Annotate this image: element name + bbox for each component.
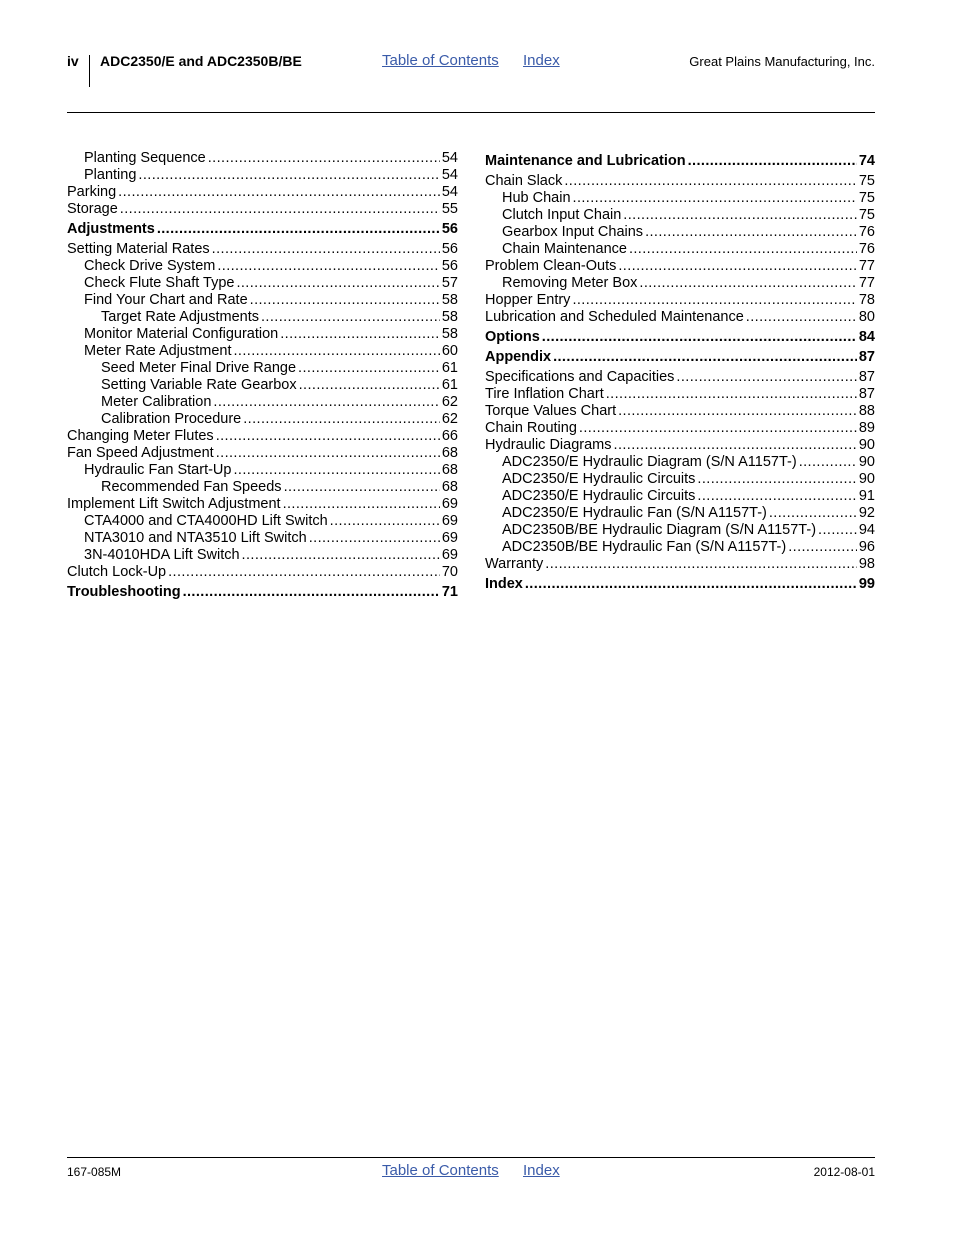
dot-leader: [236, 275, 439, 292]
dot-leader: [212, 241, 440, 258]
header-rule: [67, 112, 875, 113]
toc-entry[interactable]: [67, 360, 458, 377]
toc-entry-title: NTA3010 and NTA3510 Lift Switch: [84, 530, 307, 546]
dot-leader: [606, 386, 857, 403]
dot-leader: [623, 207, 857, 224]
toc-entry-title: Adjustments: [67, 221, 155, 237]
dot-leader: [309, 530, 440, 547]
toc-entry-page: 61: [441, 377, 458, 393]
dot-leader: [233, 462, 439, 479]
dot-leader: [525, 576, 857, 593]
toc-entry-title: Seed Meter Final Drive Range: [101, 360, 297, 376]
toc-entry-title: Changing Meter Flutes: [67, 428, 214, 444]
dot-leader: [618, 258, 857, 275]
toc-entry-page: 69: [441, 530, 458, 546]
toc-entry[interactable]: [67, 275, 458, 292]
toc-entry[interactable]: [485, 556, 875, 573]
dot-leader: [629, 241, 857, 258]
toc-entry-title: Hydraulic Fan Start-Up: [84, 462, 232, 478]
toc-entry-page: 62: [441, 411, 458, 427]
toc-entry[interactable]: [485, 437, 875, 454]
dot-leader: [243, 411, 440, 428]
toc-entry-title: Chain Routing: [485, 420, 577, 436]
toc-entry[interactable]: [67, 496, 458, 513]
toc-entry-title: Calibration Procedure: [101, 411, 242, 427]
toc-entry[interactable]: [485, 576, 875, 593]
toc-entry-title: Options: [485, 329, 540, 345]
dot-leader: [769, 505, 857, 522]
dot-leader: [298, 360, 440, 377]
toc-entry-page: 54: [441, 150, 458, 166]
toc-entry-title: ADC2350/E Hydraulic Circuits: [502, 471, 696, 487]
toc-entry[interactable]: [485, 190, 875, 207]
dot-leader: [746, 309, 857, 326]
toc-entry-page: 90: [858, 437, 875, 453]
toc-entry-title: Tire Inflation Chart: [485, 386, 604, 402]
toc-entry-page: 91: [858, 488, 875, 504]
toc-entry-title: CTA4000 and CTA4000HD Lift Switch: [84, 513, 328, 529]
toc-entry[interactable]: [67, 462, 458, 479]
toc-entry-title: Storage: [67, 201, 118, 217]
toc-entry[interactable]: [67, 445, 458, 462]
dot-leader: [572, 292, 856, 309]
dot-leader: [645, 224, 857, 241]
toc-entry[interactable]: [67, 377, 458, 394]
toc-entry-title: Problem Clean-Outs: [485, 258, 617, 274]
toc-entry[interactable]: [485, 258, 875, 275]
dot-leader: [697, 471, 856, 488]
toc-entry[interactable]: [485, 153, 875, 170]
toc-entry[interactable]: [485, 309, 875, 326]
toc-entry[interactable]: [485, 488, 875, 505]
toc-entry-page: 84: [858, 329, 875, 345]
toc-entry-page: 56: [441, 241, 458, 257]
toc-entry[interactable]: [67, 411, 458, 428]
toc-entry-page: 88: [858, 403, 875, 419]
dot-leader: [330, 513, 440, 530]
toc-entry-page: 54: [441, 167, 458, 183]
dot-leader: [788, 539, 857, 556]
toc-entry-page: 54: [441, 184, 458, 200]
toc-entry-title: Planting Sequence: [84, 150, 206, 166]
toc-entry[interactable]: [67, 479, 458, 496]
toc-entry[interactable]: [67, 428, 458, 445]
toc-entry-page: 90: [858, 454, 875, 470]
dot-leader: [216, 445, 440, 462]
dot-leader: [799, 454, 857, 471]
toc-entry-page: 96: [858, 539, 875, 555]
dot-leader: [688, 153, 857, 170]
toc-entry[interactable]: [485, 420, 875, 437]
toc-entry[interactable]: [67, 547, 458, 564]
toc-entry-page: 57: [441, 275, 458, 291]
toc-entry-title: ADC2350/E Hydraulic Fan (S/N A1157T-): [502, 505, 767, 521]
toc-entry[interactable]: [485, 224, 875, 241]
dot-leader: [250, 292, 440, 309]
footer-index-link[interactable]: Index: [523, 1162, 560, 1179]
toc-entry-title: Hopper Entry: [485, 292, 571, 308]
toc-entry[interactable]: [67, 150, 458, 167]
page-header: [0, 0, 954, 120]
toc-entry-title: Find Your Chart and Rate: [84, 292, 248, 308]
toc-entry[interactable]: [485, 522, 875, 539]
header-divider: [89, 55, 90, 87]
dot-leader: [213, 394, 439, 411]
toc-entry-title: ADC2350B/BE Hydraulic Diagram (S/N A1157T-): [502, 522, 817, 538]
toc-entry[interactable]: [485, 241, 875, 258]
toc-entry[interactable]: [485, 173, 875, 190]
dot-leader: [614, 437, 857, 454]
toc-entry[interactable]: [67, 167, 458, 184]
toc-entry-page: 56: [441, 221, 458, 237]
toc-entry-title: Meter Calibration: [101, 394, 212, 410]
dot-leader: [676, 369, 856, 386]
toc-entry[interactable]: [67, 184, 458, 201]
toc-entry[interactable]: [485, 539, 875, 556]
dot-leader: [818, 522, 857, 539]
toc-entry-title: Setting Material Rates: [67, 241, 210, 257]
toc-entry-title: Hydraulic Diagrams: [485, 437, 612, 453]
footer-rule: [67, 1157, 875, 1158]
toc-entry-title: Troubleshooting: [67, 584, 181, 600]
toc-entry[interactable]: [67, 513, 458, 530]
toc-entry-page: 55: [441, 201, 458, 217]
toc-column-right: [485, 150, 875, 593]
toc-entry-page: 78: [858, 292, 875, 308]
toc-entry-page: 69: [441, 513, 458, 529]
toc-entry[interactable]: [485, 386, 875, 403]
toc-entry[interactable]: [67, 394, 458, 411]
toc-entry-page: 60: [441, 343, 458, 359]
toc-entry[interactable]: [67, 564, 458, 581]
toc-entry-page: 76: [858, 241, 875, 257]
toc-entry[interactable]: [485, 292, 875, 309]
toc-entry-page: 87: [858, 386, 875, 402]
company-name: Great Plains Manufacturing, Inc.: [689, 54, 875, 69]
toc-entry-title: Warranty: [485, 556, 544, 572]
dot-leader: [138, 167, 439, 184]
toc-entry-title: Planting: [84, 167, 137, 183]
toc-entry[interactable]: [67, 326, 458, 343]
toc-entry-title: Maintenance and Lubrication: [485, 153, 686, 169]
toc-entry-page: 61: [441, 360, 458, 376]
toc-entry[interactable]: [67, 292, 458, 309]
toc-entry-title: Hub Chain: [502, 190, 571, 206]
dot-leader: [299, 377, 440, 394]
toc-entry-page: 75: [858, 190, 875, 206]
dot-leader: [183, 584, 440, 601]
toc-entry-page: 77: [858, 275, 875, 291]
toc-entry-page: 68: [441, 479, 458, 495]
toc-entry-title: Removing Meter Box: [502, 275, 638, 291]
toc-entry-page: 56: [441, 258, 458, 274]
toc-entry[interactable]: [67, 343, 458, 360]
toc-entry-page: 71: [441, 584, 458, 600]
toc-entry-title: Recommended Fan Speeds: [101, 479, 282, 495]
header-index-link[interactable]: Index: [523, 52, 560, 69]
dot-leader: [579, 420, 857, 437]
header-toc-link[interactable]: Table of Contents: [382, 52, 499, 69]
toc-entry-title: Setting Variable Rate Gearbox: [101, 377, 297, 393]
toc-entry[interactable]: [485, 329, 875, 346]
toc-entry-title: 3N-4010HDA Lift Switch: [84, 547, 240, 563]
page-number: iv: [67, 53, 79, 69]
publication-date: 2012-08-01: [813, 1165, 875, 1179]
dot-leader: [564, 173, 856, 190]
toc-entry[interactable]: [485, 471, 875, 488]
toc-entry-title: Gearbox Input Chains: [502, 224, 644, 240]
toc-entry[interactable]: [485, 505, 875, 522]
toc-entry-page: 89: [858, 420, 875, 436]
toc-entry-page: 58: [441, 309, 458, 325]
toc-entry-title: Chain Maintenance: [502, 241, 627, 257]
toc-entry-title: Meter Rate Adjustment: [84, 343, 232, 359]
dot-leader: [168, 564, 440, 581]
toc-entry-page: 80: [858, 309, 875, 325]
dot-leader: [639, 275, 856, 292]
dot-leader: [618, 403, 857, 420]
toc-entry-title: Lubrication and Scheduled Maintenance: [485, 309, 744, 325]
toc-entry-page: 58: [441, 292, 458, 308]
toc-entry-title: Chain Slack: [485, 173, 563, 189]
toc-entry-page: 76: [858, 224, 875, 240]
toc-entry-page: 70: [441, 564, 458, 580]
dot-leader: [118, 184, 440, 201]
dot-leader: [553, 349, 857, 366]
toc-entry-title: Clutch Input Chain: [502, 207, 622, 223]
toc-entry-page: 87: [858, 369, 875, 385]
toc-entry-title: Monitor Material Configuration: [84, 326, 279, 342]
document-title: ADC2350/E and ADC2350B/BE: [100, 53, 302, 69]
toc-column-left: [67, 150, 458, 601]
toc-entry[interactable]: [67, 309, 458, 326]
dot-leader: [216, 428, 440, 445]
dot-leader: [157, 221, 440, 238]
toc-entry[interactable]: [67, 584, 458, 601]
dot-leader: [280, 326, 440, 343]
dot-leader: [284, 479, 440, 496]
toc-entry[interactable]: [485, 275, 875, 292]
dot-leader: [120, 201, 440, 218]
toc-entry-title: Torque Values Chart: [485, 403, 617, 419]
toc-entry-page: 69: [441, 547, 458, 563]
toc-entry-title: Index: [485, 576, 523, 592]
toc-entry-page: 58: [441, 326, 458, 342]
toc-entry[interactable]: [67, 221, 458, 238]
document-id: 167-085M: [67, 1165, 122, 1179]
toc-entry-page: 99: [858, 576, 875, 592]
toc-entry[interactable]: [67, 258, 458, 275]
toc-entry-title: ADC2350/E Hydraulic Circuits: [502, 488, 696, 504]
toc-entry-title: Parking: [67, 184, 117, 200]
footer-toc-link[interactable]: Table of Contents: [382, 1162, 499, 1179]
toc-entry-title: Clutch Lock-Up: [67, 564, 167, 580]
toc-entry-title: Check Drive System: [84, 258, 216, 274]
toc-entry-page: 68: [441, 462, 458, 478]
toc-entry-page: 74: [858, 153, 875, 169]
toc-entry-page: 69: [441, 496, 458, 512]
toc-entry-title: Appendix: [485, 349, 552, 365]
toc-entry[interactable]: [485, 207, 875, 224]
toc-entry-page: 98: [858, 556, 875, 572]
toc-entry-page: 92: [858, 505, 875, 521]
dot-leader: [573, 190, 857, 207]
dot-leader: [234, 343, 440, 360]
dot-leader: [697, 488, 856, 505]
toc-entry[interactable]: [485, 369, 875, 386]
dot-leader: [545, 556, 857, 573]
toc-entry-title: Implement Lift Switch Adjustment: [67, 496, 281, 512]
toc-entry-page: 68: [441, 445, 458, 461]
dot-leader: [542, 329, 857, 346]
toc-entry[interactable]: [67, 201, 458, 218]
toc-entry-title: ADC2350B/BE Hydraulic Fan (S/N A1157T-): [502, 539, 787, 555]
toc-entry-page: 94: [858, 522, 875, 538]
toc-entry[interactable]: [485, 349, 875, 366]
toc-entry-page: 77: [858, 258, 875, 274]
toc-entry-title: Specifications and Capacities: [485, 369, 675, 385]
toc-entry[interactable]: [67, 530, 458, 547]
toc-entry[interactable]: [485, 454, 875, 471]
toc-entry-title: Fan Speed Adjustment: [67, 445, 214, 461]
toc-entry[interactable]: [485, 403, 875, 420]
toc-entry-title: Target Rate Adjustments: [101, 309, 259, 325]
toc-entry-page: 66: [441, 428, 458, 444]
dot-leader: [208, 150, 440, 167]
dot-leader: [283, 496, 440, 513]
toc-entry-page: 90: [858, 471, 875, 487]
dot-leader: [242, 547, 440, 564]
toc-entry-page: 75: [858, 207, 875, 223]
toc-entry[interactable]: [67, 241, 458, 258]
toc-entry-title: ADC2350/E Hydraulic Diagram (S/N A1157T-): [502, 454, 797, 470]
dot-leader: [217, 258, 440, 275]
toc-entry-title: Check Flute Shaft Type: [84, 275, 235, 291]
toc-entry-page: 87: [858, 349, 875, 365]
toc-entry-page: 75: [858, 173, 875, 189]
toc-entry-page: 62: [441, 394, 458, 410]
dot-leader: [261, 309, 440, 326]
